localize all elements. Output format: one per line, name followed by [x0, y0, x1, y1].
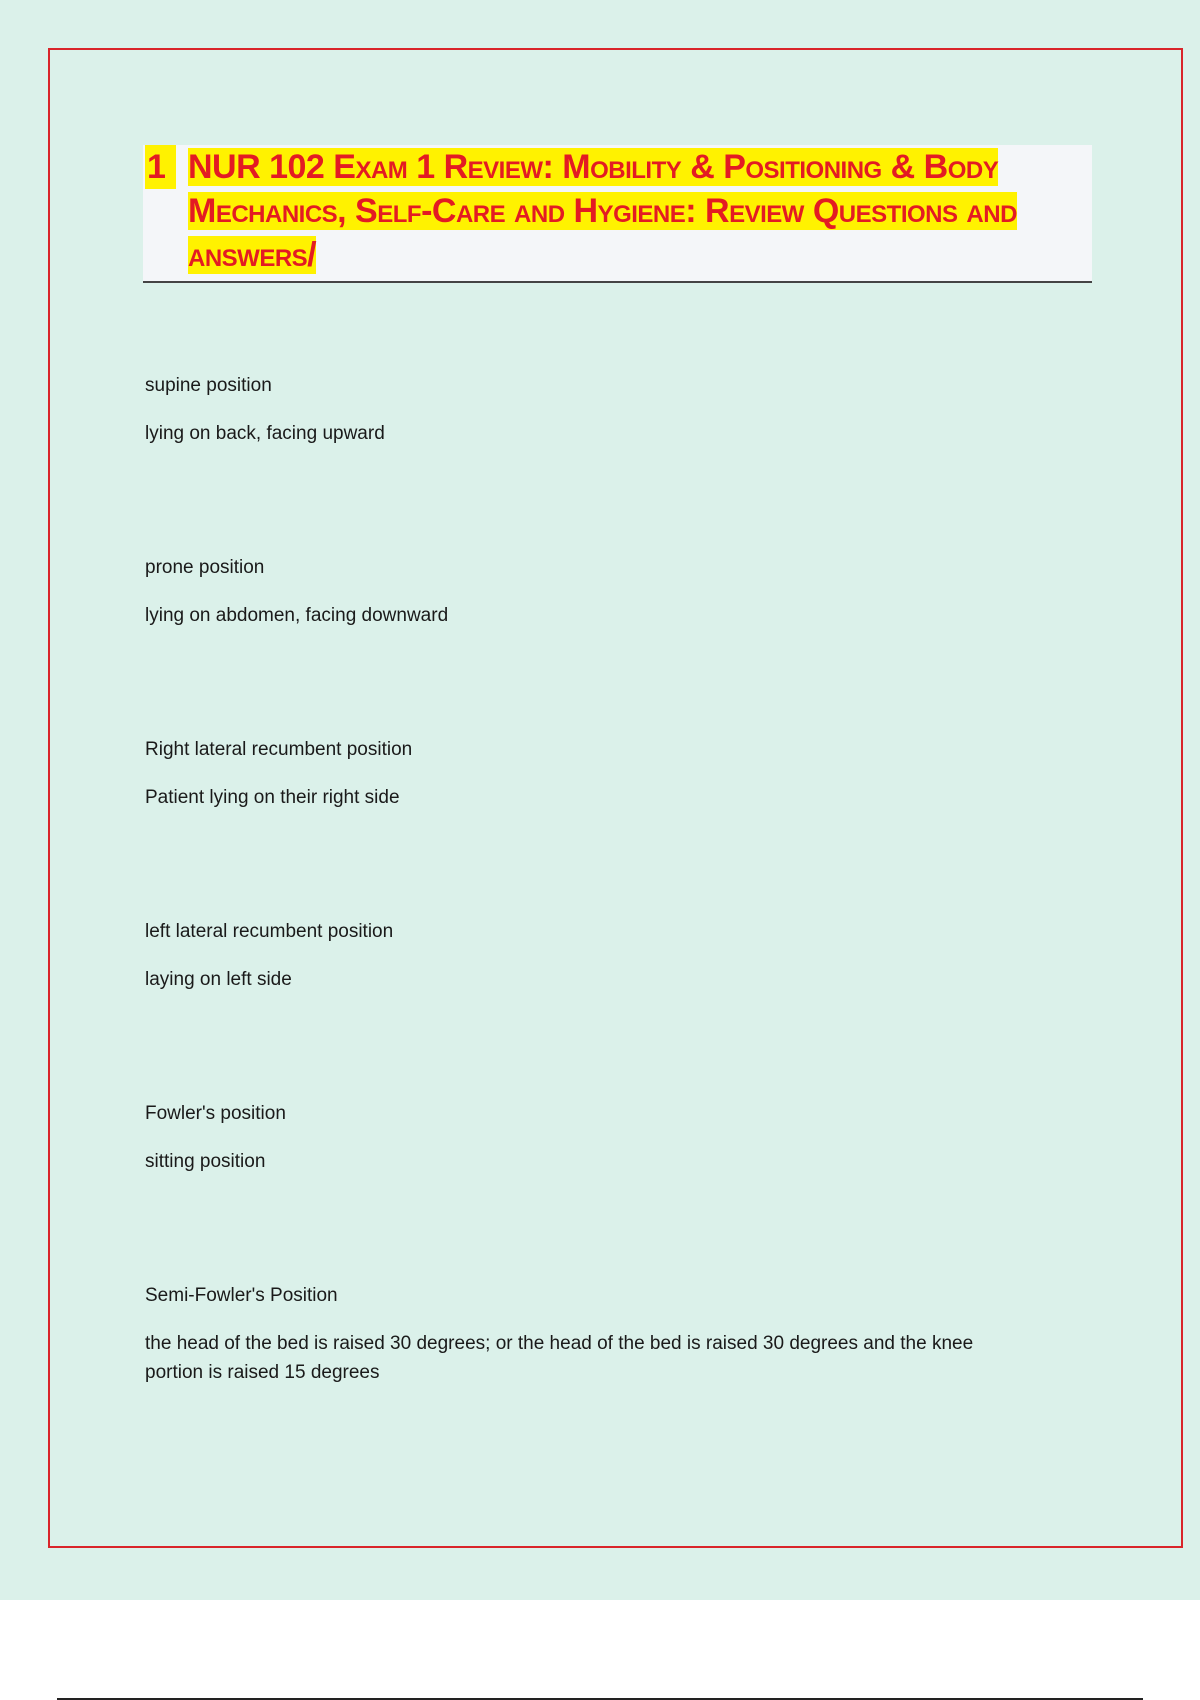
- heading-number: 1: [145, 145, 176, 189]
- heading-title: [188, 145, 1068, 277]
- document-heading: [143, 145, 1092, 283]
- qa-term: Right lateral recumbent position: [145, 739, 413, 760]
- qa-term: Semi-Fowler's Position: [145, 1285, 338, 1306]
- heading-title-text: NUR 102 Exam 1 Review: Mobility & Positioning & Body Mechanics, Self-Care and Hygiene: Review Questions and answers/: [188, 148, 1017, 274]
- qa-item: [145, 373, 1045, 555]
- qa-term: supine position: [145, 375, 272, 396]
- qa-item: [145, 555, 1045, 737]
- qa-definition: lying on back, facing upward: [145, 423, 385, 444]
- qa-item: [145, 919, 1045, 1101]
- qa-definition: lying on abdomen, facing downward: [145, 605, 449, 626]
- qa-item: [145, 1101, 1045, 1283]
- qa-term: left lateral recumbent position: [145, 921, 394, 942]
- qa-item: [145, 1283, 1045, 1465]
- qa-definition: Patient lying on their right side: [145, 787, 400, 808]
- qa-term: prone position: [145, 557, 265, 578]
- qa-definition: laying on left side: [145, 969, 292, 990]
- qa-definition: the head of the bed is raised 30 degrees; or the head of the bed is raised 30 degrees and the knee portion is raised 15 degrees: [145, 1333, 974, 1383]
- qa-definition: sitting position: [145, 1151, 266, 1172]
- qa-item: [145, 737, 1045, 919]
- qa-term: Fowler's position: [145, 1103, 286, 1124]
- qa-list: [145, 373, 1045, 1465]
